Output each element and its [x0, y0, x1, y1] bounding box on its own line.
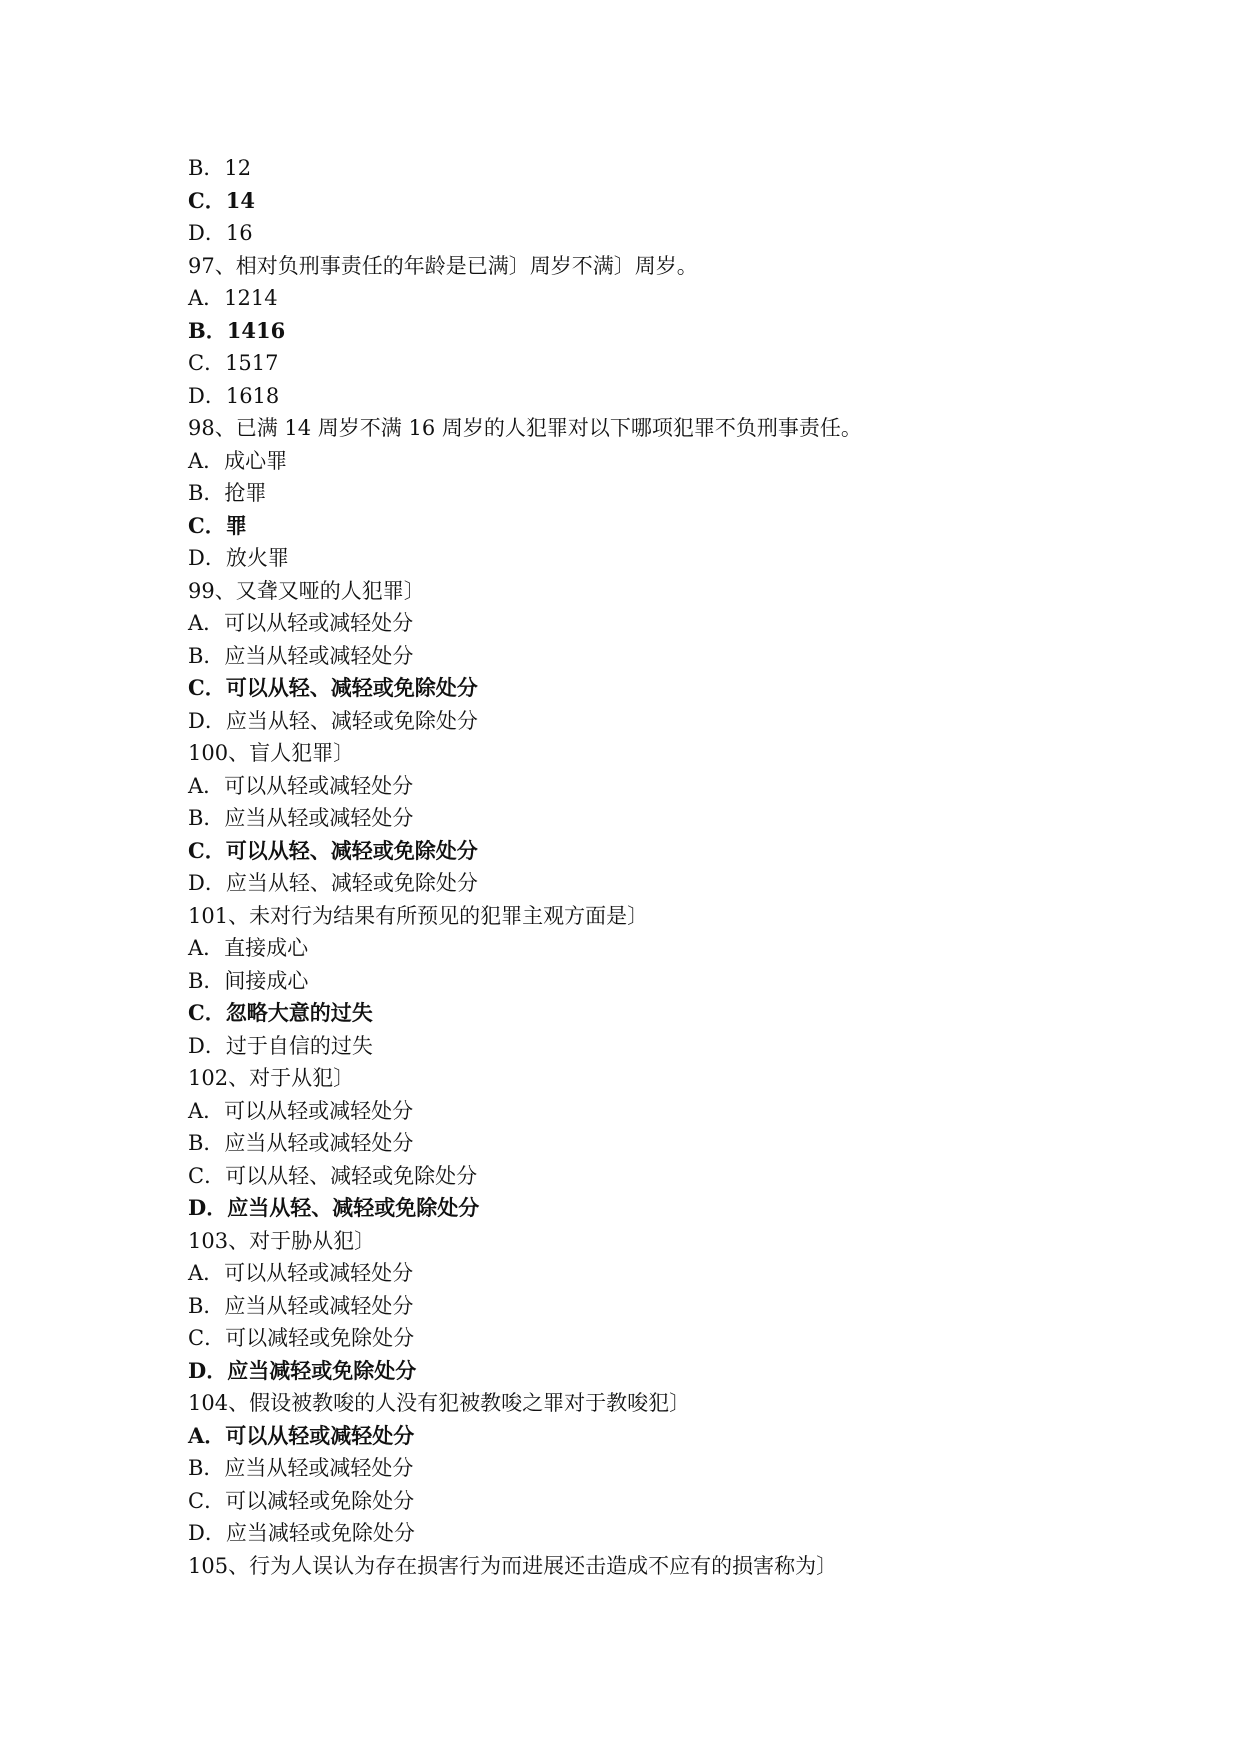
answer-option: B．抢罪: [188, 481, 267, 505]
answer-option: B．应当从轻或减轻处分: [188, 643, 414, 668]
answer-option: D．应当减轻或免除处分: [188, 1521, 415, 1545]
answer-option: A．1214: [188, 286, 278, 310]
answer-option-correct: C．忽略大意的过失: [188, 1000, 373, 1025]
question-text: 103、对于胁从犯〕: [188, 1228, 376, 1253]
answer-option: D．1618: [188, 383, 280, 408]
answer-option: D．应当从轻、减轻或免除处分: [188, 871, 478, 895]
answer-option: A．可以从轻或减轻处分: [188, 1261, 414, 1285]
answer-option-correct: C．可以从轻、减轻或免除处分: [188, 675, 478, 700]
question-text: 97、相对负刑事责任的年龄是已满〕周岁不满〕周岁。: [188, 253, 698, 278]
answer-option: C．可以从轻、减轻或免除处分: [188, 1163, 478, 1188]
answer-option: B．12: [188, 156, 252, 180]
answer-option: C．1517: [188, 351, 279, 375]
answer-option: C．可以减轻或免除处分: [188, 1326, 415, 1350]
answer-option: C．可以减轻或免除处分: [188, 1488, 415, 1513]
question-text: 104、假设被教唆的人没有犯被教唆之罪对于教唆犯〕: [188, 1391, 691, 1415]
answer-option: A．直接成心: [188, 936, 309, 960]
answer-option: A．成心罪: [188, 448, 288, 473]
answer-option: B．应当从轻或减轻处分: [188, 1293, 414, 1318]
answer-option-correct: D．应当减轻或免除处分: [188, 1357, 417, 1383]
answer-option-correct: C．可以从轻、减轻或免除处分: [188, 837, 478, 863]
question-text: 101、未对行为结果有所预见的犯罪主观方面是〕: [188, 903, 649, 928]
answer-option-correct: C．罪: [188, 512, 247, 538]
question-text: 98、已满 14 周岁不满 16 周岁的人犯罪对以下哪项犯罪不负刑事责任。: [188, 416, 862, 440]
answer-option: D．过于自信的过失: [188, 1033, 373, 1058]
answer-option: A．可以从轻或减轻处分: [188, 611, 414, 635]
question-text: 102、对于从犯〕: [188, 1066, 355, 1090]
answer-option: B．应当从轻或减轻处分: [188, 1131, 414, 1155]
question-text: 105、行为人误认为存在损害行为而进展还击造成不应有的损害称为〕: [188, 1553, 838, 1578]
answer-option-correct: D．应当从轻、减轻或免除处分: [188, 1195, 480, 1220]
question-text: 100、盲人犯罪〕: [188, 741, 355, 765]
answer-option: D．放火罪: [188, 546, 289, 570]
answer-option: A．可以从轻或减轻处分: [188, 1098, 414, 1123]
answer-option: B．应当从轻或减轻处分: [188, 806, 414, 830]
answer-option: A．可以从轻或减轻处分: [188, 773, 414, 798]
answer-option: D．应当从轻、减轻或免除处分: [188, 708, 478, 733]
question-text: 99、又聋又哑的人犯罪〕: [188, 578, 425, 603]
answer-option: D．16: [188, 221, 253, 245]
document-body: [188, 152, 1148, 1582]
answer-option: B．应当从轻或减轻处分: [188, 1456, 414, 1480]
answer-option-correct: B．1416: [188, 317, 286, 343]
answer-option-correct: A．可以从轻或减轻处分: [188, 1422, 415, 1448]
answer-option: B．间接成心: [188, 968, 309, 993]
answer-option-correct: C．14: [188, 187, 255, 213]
